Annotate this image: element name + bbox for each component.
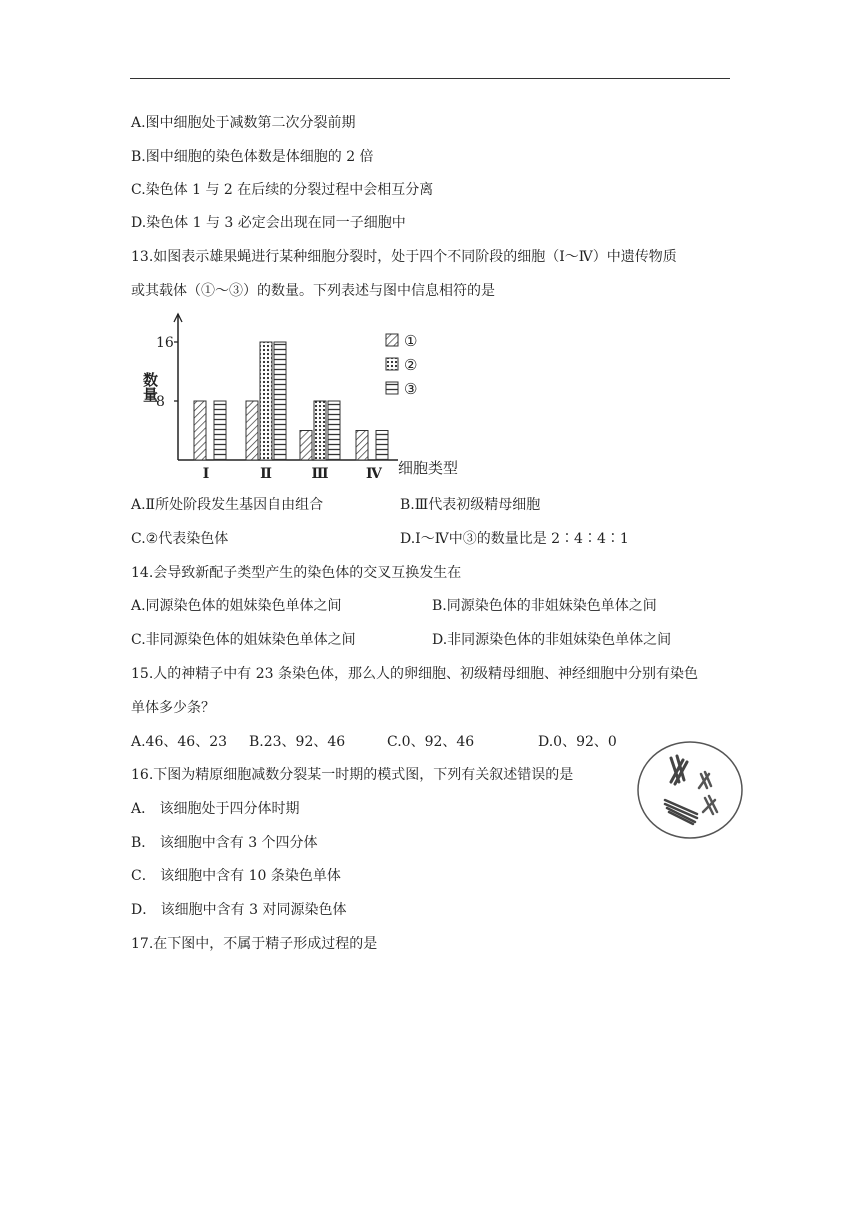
bar-4-series-1 (356, 431, 368, 461)
x-tick-label: Ⅰ (202, 466, 210, 482)
q13-option-d: D.Ⅰ～Ⅳ中③的数量比是 2∶4∶4∶1 (400, 531, 629, 547)
legend-swatch (386, 358, 398, 370)
q13-option-b: B.Ⅲ代表初级精母细胞 (400, 497, 541, 513)
q17-stem: 17.在下图中，不属于精子形成过程的是 (131, 936, 378, 952)
q16-stem: 16.下图为精原细胞减数分裂某一时期的模式图，下列有关叙述错误的是 (131, 767, 574, 783)
q16-option-b: B． 该细胞中含有 3 个四分体 (131, 835, 318, 851)
q16-cell-diagram (635, 738, 745, 842)
q13-stem-line2: 或其载体（①～③）的数量。下列表述与图中信息相符的是 (131, 283, 495, 299)
q13-stem-line1: 13.如图表示雄果蝇进行某种细胞分裂时，处于四个不同阶段的细胞（Ⅰ～Ⅳ）中遗传物质 (131, 249, 677, 265)
y-ticks (156, 335, 178, 410)
y-tick-label: 8 (156, 394, 165, 410)
legend-label: ③ (404, 380, 418, 398)
header-rule (130, 78, 730, 79)
q14-stem: 14.会导致新配子类型产生的染色体的交叉互换发生在 (131, 565, 462, 581)
bars (194, 342, 388, 460)
bar-1-series-1 (194, 401, 206, 460)
x-tick-label: Ⅱ (260, 466, 272, 482)
bar-2-series-3 (274, 342, 286, 460)
tetrad-1 (671, 756, 687, 784)
tetrad-3 (665, 800, 697, 824)
bar-1-series-3 (214, 401, 226, 460)
y-axis-label: 数量 (141, 372, 159, 402)
x-axis-label: 细胞类型 (398, 459, 459, 477)
q12-option-a: A.图中细胞处于减数第二次分裂前期 (131, 115, 356, 131)
bar-3-series-3 (328, 401, 340, 460)
legend-label: ② (404, 356, 418, 374)
tetrad-2 (699, 772, 711, 788)
q16-option-d: D． 该细胞中含有 3 对同源染色体 (131, 902, 347, 918)
q16-option-c: C． 该细胞中含有 10 条染色单体 (131, 868, 341, 884)
q15-stem-line2: 单体多少条？ (131, 700, 215, 716)
y-tick-label: 16 (156, 335, 174, 351)
x-ticks (203, 466, 383, 482)
chart-legend (386, 332, 417, 398)
q15-stem-line1: 15.人的神精子中有 23 条染色体，那么人的卵细胞、初级精母细胞、神经细胞中分别有染色 (131, 666, 698, 682)
q15-option-d: D.0、92、0 (538, 734, 617, 750)
q12-option-c: C.染色体 1 与 2 在后续的分裂过程中会相互分离 (131, 182, 434, 198)
x-tick-label: Ⅳ (366, 466, 382, 482)
x-tick-label: Ⅲ (311, 466, 329, 482)
bar-3-series-1 (300, 431, 312, 461)
bar-4-series-3 (376, 431, 388, 461)
bar-2-series-2 (260, 342, 272, 460)
bar-2-series-1 (246, 401, 258, 460)
legend-label: ① (404, 332, 418, 350)
q15-option-c: C.0、92、46 (387, 734, 475, 750)
q14-option-d: D.非同源染色体的非姐妹染色单体之间 (432, 632, 672, 648)
q14-option-a: A.同源染色体的姐妹染色单体之间 (131, 598, 342, 614)
q13-option-a: A.Ⅱ所处阶段发生基因自由组合 (131, 497, 324, 513)
q12-option-d: D.染色体 1 与 3 必定会出现在同一子细胞中 (131, 215, 406, 231)
q12-option-b: B.图中细胞的染色体数是体细胞的 2 倍 (131, 149, 374, 165)
q15-option-b: B.23、92、46 (249, 734, 346, 750)
legend-swatch (386, 334, 398, 346)
q16-option-a: A． 该细胞处于四分体时期 (131, 801, 300, 817)
q14-option-b: B.同源染色体的非姐妹染色单体之间 (432, 598, 657, 614)
q14-option-c: C.非同源染色体的姐妹染色单体之间 (131, 632, 356, 648)
q13-option-c: C.②代表染色体 (131, 531, 229, 547)
q15-option-a: A.46、46、23 (131, 734, 228, 750)
legend-swatch (386, 382, 398, 394)
bar-3-series-2 (314, 401, 326, 460)
tetrad-4 (703, 796, 717, 814)
q13-bar-chart (130, 312, 475, 482)
